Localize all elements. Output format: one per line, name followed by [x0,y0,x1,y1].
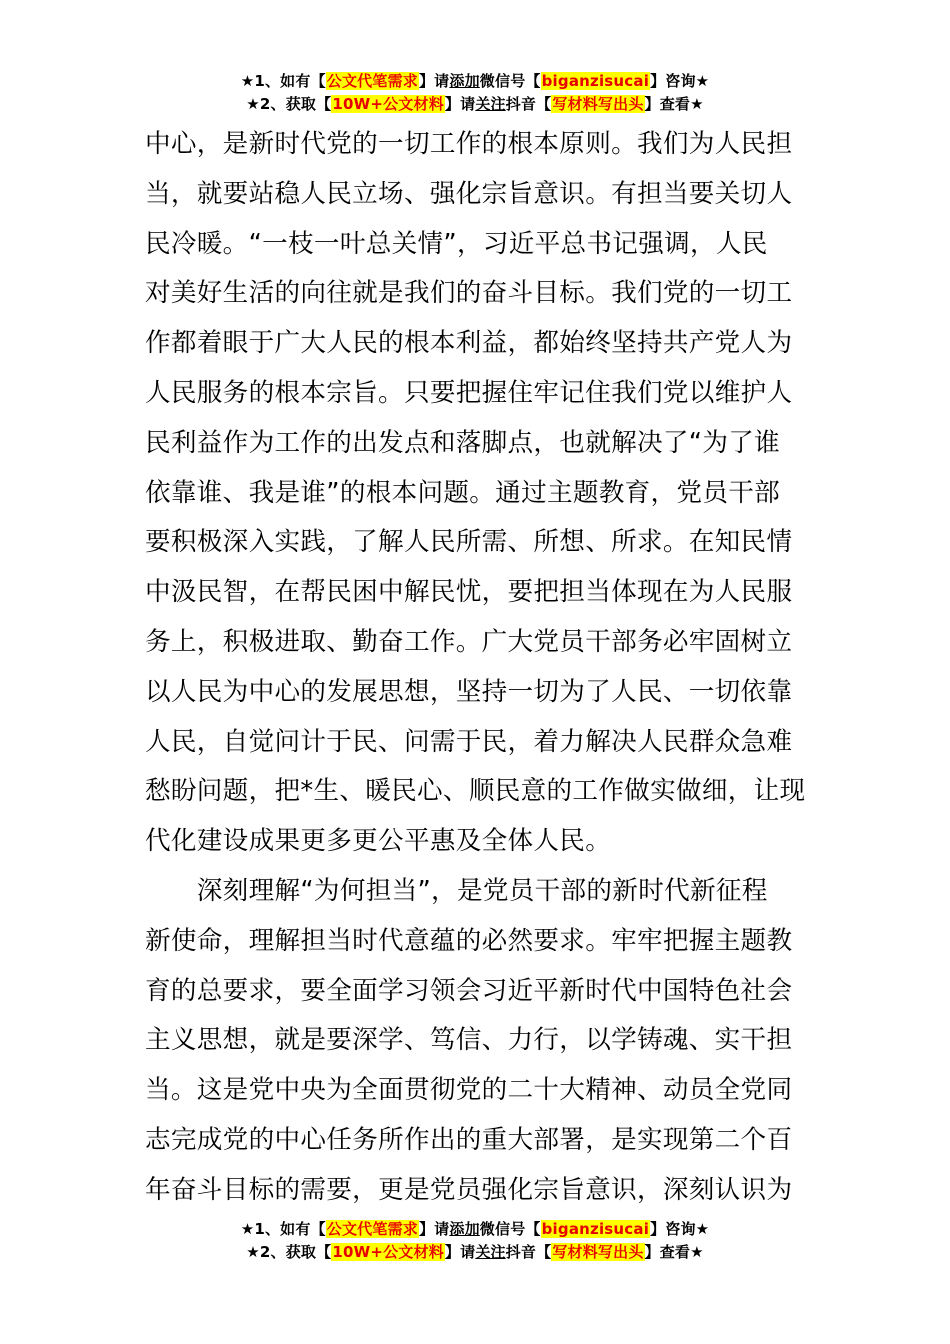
banner-text: 】请 [444,1243,476,1261]
body-line: 深刻理解“为何担当”，是党员干部的新时代新征程 [145,875,768,906]
body-line: 人民，自觉问计于民、问需于民，着力解决人民群众急难 [145,726,793,757]
footer-banner [0,1218,950,1264]
body-line: 作都着眼于广大人民的根本利益，都始终坚持共产党人为 [145,328,793,359]
body-line: 当，就要站稳人民立场、强化宗旨意识。有担当要关切人 [145,178,793,209]
highlight-service: 公文代笔需求 [326,72,418,90]
highlight-service: 公文代笔需求 [326,1220,418,1238]
highlight-douyin: 写材料写出头 [552,95,644,113]
body-line: 主义思想，就是要深学、笃信、力行，以学铸魂、实干担 [145,1025,793,1056]
header-banner [0,70,950,116]
body-line: 新使命，理解担当时代意蕴的必然要求。牢牢把握主题教 [145,925,793,956]
highlight-materials: 10W+公文材料 [332,95,444,113]
banner-text: ★1、如有【 [240,1220,326,1238]
body-line: 愁盼问题，把*生、暖民心、顺民意的工作做实做细，让现 [145,776,806,807]
body-line: 以人民为中心的发展思想，坚持一切为了人民、一切依靠 [145,676,793,707]
banner-text: ★1、如有【 [240,72,326,90]
banner-text: 】请 [418,72,450,90]
body-line: 人民服务的根本宗旨。只要把握住牢记住我们党以维护人 [145,377,793,408]
highlight-douyin: 写材料写出头 [552,1243,644,1261]
banner-text: 微信号【 [479,72,541,90]
banner-underlined: 添加 [449,72,480,90]
banner-text: ★2、获取【 [246,1243,332,1261]
document-body [145,120,810,1216]
banner-line-1 [0,70,950,93]
banner-text: 微信号【 [479,1220,541,1238]
body-line: 对美好生活的向往就是我们的奋斗目标。我们党的一切工 [145,278,793,309]
body-line: 中心，是新时代党的一切工作的根本原则。我们为人民担 [145,129,793,159]
banner-text: 】咨询★ [650,72,710,90]
banner-text: 抖音【 [505,95,552,113]
body-line: 要积极深入实践，了解人民所需、所想、所求。在知民情 [145,527,793,558]
banner-text: ★2、获取【 [246,95,332,113]
highlight-materials: 10W+公文材料 [332,1243,444,1261]
banner-text: 抖音【 [505,1243,552,1261]
body-line: 务上，积极进取、勤奋工作。广大党员干部务必牢固树立 [145,626,793,657]
body-line: 民利益作为工作的出发点和落脚点，也就解决了“为了谁 [145,427,781,458]
body-line: 志完成党的中心任务所作出的重大部署，是实现第二个百 [145,1124,793,1155]
banner-underlined: 关注 [475,1243,506,1261]
banner-line-2 [0,93,950,116]
body-line: 育的总要求，要全面学习领会习近平新时代中国特色社会 [145,975,793,1006]
body-line: 中汲民智，在帮民困中解民忧，要把担当体现在为人民服 [145,577,793,608]
banner-text: 】咨询★ [650,1220,710,1238]
highlight-wechat-id: biganzisucai [541,1220,650,1238]
body-line: 年奋斗目标的需要，更是党员强化宗旨意识，深刻认识为 [145,1174,793,1205]
body-line: 当。这是党中央为全面贯彻党的二十大精神、动员全党同 [145,1075,793,1106]
banner-text: 】请 [418,1220,450,1238]
banner-line-1 [0,1218,950,1241]
body-line: 民冷暖。“一枝一叶总关情”，习近平总书记强调，人民 [145,228,768,259]
banner-text: 】请 [444,95,476,113]
highlight-wechat-id: biganzisucai [541,72,650,90]
banner-text: 】查看★ [644,1243,704,1261]
banner-underlined: 添加 [449,1220,480,1238]
body-line: 代化建设成果更多更公平惠及全体人民。 [145,826,612,857]
body-line: 依靠谁、我是谁”的根本问题。通过主题教育，党员干部 [145,477,781,508]
banner-text: 】查看★ [644,95,704,113]
banner-line-2 [0,1241,950,1264]
banner-underlined: 关注 [475,95,506,113]
